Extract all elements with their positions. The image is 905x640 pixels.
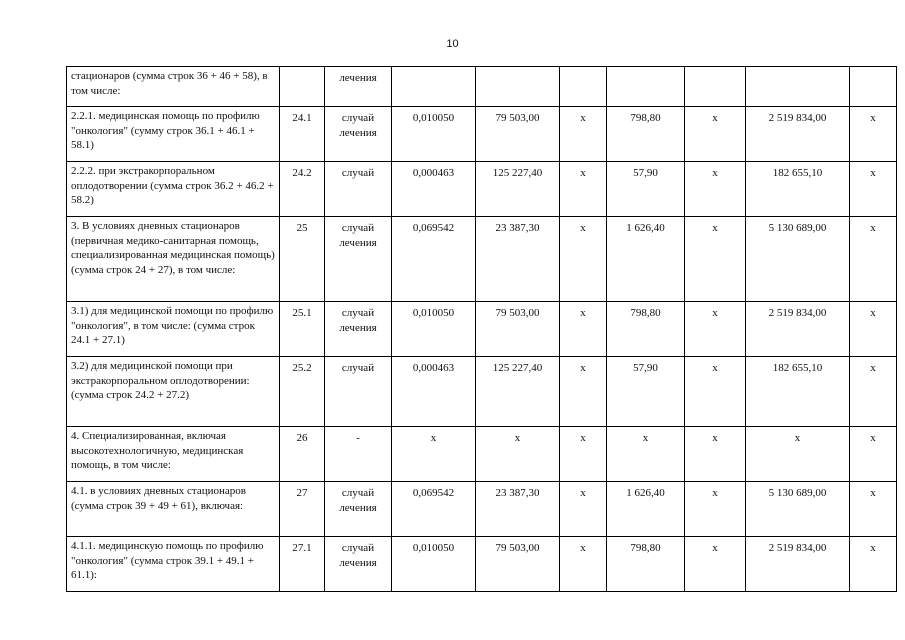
row-value-cell: 0,010050 <box>392 302 476 357</box>
row-value-cell: х <box>560 162 607 217</box>
row-value-cell: х <box>685 162 746 217</box>
row-value-cell: х <box>560 302 607 357</box>
row-name-cell: 4.1.1. медицинскую помощь по профилю "онкология" (сумма строк 39.1 + 49.1 + 61.1): <box>67 537 280 592</box>
row-name-cell: стационаров (сумма строк 36 + 46 + 58), в том числе: <box>67 67 280 107</box>
row-unit-cell: случай лечения <box>325 217 392 302</box>
row-value-cell: х <box>685 482 746 537</box>
row-value-cell: х <box>850 357 897 427</box>
table-body <box>67 67 897 592</box>
row-value-cell: 2 519 834,00 <box>746 107 850 162</box>
row-value-cell: 5 130 689,00 <box>746 217 850 302</box>
row-value-cell: 79 503,00 <box>476 107 560 162</box>
row-unit-cell: случай лечения <box>325 107 392 162</box>
row-value-cell <box>850 67 897 107</box>
row-value-cell: 79 503,00 <box>476 537 560 592</box>
table-row <box>67 537 897 592</box>
row-code-cell: 25 <box>280 217 325 302</box>
row-code-cell: 27 <box>280 482 325 537</box>
row-value-cell: х <box>850 162 897 217</box>
row-value-cell: 182 655,10 <box>746 162 850 217</box>
row-value-cell: х <box>560 217 607 302</box>
row-value-cell: 0,000463 <box>392 357 476 427</box>
row-value-cell: х <box>560 537 607 592</box>
row-value-cell: х <box>850 107 897 162</box>
row-value-cell <box>392 67 476 107</box>
row-value-cell <box>607 67 685 107</box>
table-row <box>67 482 897 537</box>
row-code-cell: 24.2 <box>280 162 325 217</box>
row-value-cell: 1 626,40 <box>607 482 685 537</box>
table-row <box>67 357 897 427</box>
row-code-cell: 26 <box>280 427 325 482</box>
table-row <box>67 67 897 107</box>
row-value-cell: 0,010050 <box>392 537 476 592</box>
row-value-cell: 23 387,30 <box>476 482 560 537</box>
row-name-cell: 4.1. в условиях дневных стационаров (сумма строк 39 + 49 + 61), включая: <box>67 482 280 537</box>
row-value-cell: х <box>607 427 685 482</box>
row-value-cell: х <box>850 482 897 537</box>
row-value-cell: х <box>685 537 746 592</box>
row-name-cell: 2.2.1. медицинская помощь по профилю "онкология" (сумму строк 36.1 + 46.1 + 58.1) <box>67 107 280 162</box>
page-number: 10 <box>446 38 459 50</box>
row-unit-cell: случай лечения <box>325 302 392 357</box>
row-value-cell: 798,80 <box>607 302 685 357</box>
row-name-cell: 2.2.2. при экстракорпоральном оплодотворении (сумма строк 36.2 + 46.2 + 58.2) <box>67 162 280 217</box>
row-value-cell: 57,90 <box>607 357 685 427</box>
row-value-cell: х <box>560 357 607 427</box>
row-value-cell: 79 503,00 <box>476 302 560 357</box>
row-value-cell: 182 655,10 <box>746 357 850 427</box>
row-value-cell: х <box>476 427 560 482</box>
row-unit-cell: случай <box>325 162 392 217</box>
row-value-cell: 2 519 834,00 <box>746 302 850 357</box>
table-row <box>67 217 897 302</box>
row-value-cell: х <box>850 537 897 592</box>
row-unit-cell: лечения <box>325 67 392 107</box>
table-row <box>67 162 897 217</box>
row-value-cell: 125 227,40 <box>476 357 560 427</box>
data-table <box>66 66 897 592</box>
row-code-cell: 25.2 <box>280 357 325 427</box>
row-value-cell: 23 387,30 <box>476 217 560 302</box>
row-value-cell: х <box>560 427 607 482</box>
row-value-cell: 0,069542 <box>392 217 476 302</box>
row-value-cell: х <box>685 357 746 427</box>
row-value-cell: 125 227,40 <box>476 162 560 217</box>
row-name-cell: 4. Специализированная, включая высокотехнологичную, медицинская помощь, в том числе: <box>67 427 280 482</box>
row-value-cell: х <box>850 217 897 302</box>
row-value-cell: х <box>685 302 746 357</box>
row-value-cell: 5 130 689,00 <box>746 482 850 537</box>
row-value-cell: 57,90 <box>607 162 685 217</box>
row-value-cell: х <box>850 302 897 357</box>
row-code-cell: 24.1 <box>280 107 325 162</box>
row-unit-cell: случай <box>325 357 392 427</box>
table-row <box>67 107 897 162</box>
row-value-cell: х <box>850 427 897 482</box>
row-value-cell: 798,80 <box>607 537 685 592</box>
row-code-cell: 25.1 <box>280 302 325 357</box>
row-unit-cell: случай лечения <box>325 482 392 537</box>
row-value-cell: х <box>746 427 850 482</box>
table-row <box>67 427 897 482</box>
row-value-cell: х <box>392 427 476 482</box>
table-row <box>67 302 897 357</box>
row-value-cell: х <box>560 482 607 537</box>
row-value-cell: х <box>685 427 746 482</box>
row-value-cell: 0,069542 <box>392 482 476 537</box>
row-value-cell <box>746 67 850 107</box>
row-unit-cell: - <box>325 427 392 482</box>
row-value-cell: х <box>560 107 607 162</box>
row-value-cell: 798,80 <box>607 107 685 162</box>
row-value-cell: 0,010050 <box>392 107 476 162</box>
row-value-cell: 1 626,40 <box>607 217 685 302</box>
row-value-cell <box>560 67 607 107</box>
row-code-cell: 27.1 <box>280 537 325 592</box>
row-name-cell: 3.1) для медицинской помощи по профилю "онкология", в том числе: (сумма строк 24.1 + 27.1) <box>67 302 280 357</box>
row-value-cell: х <box>685 217 746 302</box>
row-value-cell: х <box>685 107 746 162</box>
row-code-cell <box>280 67 325 107</box>
row-name-cell: 3.2) для медицинской помощи при экстракорпоральном оплодотворении: (сумма строк 24.2 + 27.2) <box>67 357 280 427</box>
row-value-cell <box>685 67 746 107</box>
row-value-cell: 2 519 834,00 <box>746 537 850 592</box>
row-value-cell <box>476 67 560 107</box>
row-value-cell: 0,000463 <box>392 162 476 217</box>
row-unit-cell: случай лечения <box>325 537 392 592</box>
row-name-cell: 3. В условиях дневных стационаров (первичная медико-санитарная помощь, специализированная медицинская помощь) (сумма строк 24 + 27), в том числе: <box>67 217 280 302</box>
